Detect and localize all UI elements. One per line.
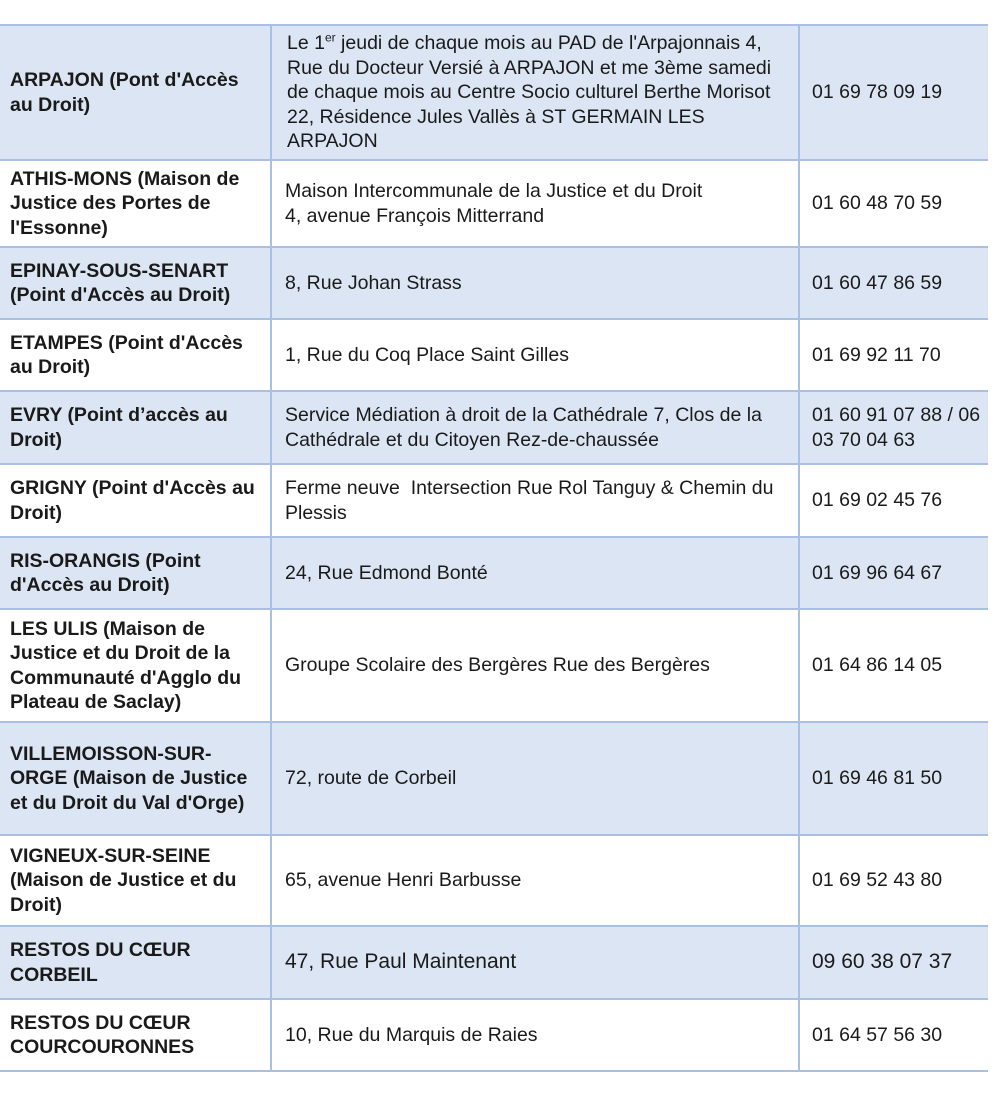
phone-number: 01 64 86 14 05	[799, 609, 988, 722]
address	[271, 160, 799, 247]
address: 1, Rue du Coq Place Saint Gilles	[271, 319, 799, 391]
table-row	[0, 926, 988, 999]
address: 24, Rue Edmond Bonté	[271, 537, 799, 609]
location-name: EPINAY-SOUS-SENART (Point d'Accès au Droit)	[0, 247, 271, 319]
phone-number: 01 69 96 64 67	[799, 537, 988, 609]
address: Ferme neuve Intersection Rue Rol Tanguy & Chemin du Plessis	[271, 464, 799, 537]
table-row	[0, 722, 988, 835]
address	[271, 25, 799, 160]
location-name: ARPAJON (Pont d'Accès au Droit)	[0, 25, 271, 160]
address: 47, Rue Paul Maintenant	[271, 926, 799, 999]
phone-number: 01 69 46 81 50	[799, 722, 988, 835]
table-row	[0, 464, 988, 537]
location-name: RESTOS DU CŒUR COURCOURONNES	[0, 999, 271, 1071]
location-name: LES ULIS (Maison de Justice et du Droit de la Communauté d'Agglo du Plateau de Saclay)	[0, 609, 271, 722]
table-row	[0, 609, 988, 722]
address: 72, route de Corbeil	[271, 722, 799, 835]
address-line: 4, avenue François Mitterrand	[285, 204, 545, 227]
address: 10, Rue du Marquis de Raies	[271, 999, 799, 1071]
table-row	[0, 835, 988, 926]
table-row	[0, 319, 988, 391]
address: 65, avenue Henri Barbusse	[271, 835, 799, 926]
address-rest: jeudi de chaque mois au PAD de l'Arpajonnais 4, Rue du Docteur Versié à ARPAJON et me 3ème samedi de chaque mois au Centre Socio culturel Berthe Morisot 22, Résidence Jules Vallès à ST GERMAIN LES ARPAJON	[287, 32, 772, 153]
phone-number: 01 69 02 45 76	[799, 464, 988, 537]
location-name: RIS-ORANGIS (Point d'Accès au Droit)	[0, 537, 271, 609]
phone-number: 01 69 92 11 70	[799, 319, 988, 391]
phone-number: 01 69 78 09 19	[799, 25, 988, 160]
phone-number: 01 60 48 70 59	[799, 160, 988, 247]
contact-table	[0, 24, 988, 1072]
location-name: VILLEMOISSON-SUR-ORGE (Maison de Justice et du Droit du Val d'Orge)	[0, 722, 271, 835]
address-line: Maison Intercommunale de la Justice et du Droit	[285, 180, 703, 202]
address: Groupe Scolaire des Bergères Rue des Bergères	[271, 609, 799, 722]
location-name: ETAMPES (Point d'Accès au Droit)	[0, 319, 271, 391]
table-row	[0, 247, 988, 319]
location-name: RESTOS DU CŒUR CORBEIL	[0, 926, 271, 999]
table-row	[0, 391, 988, 464]
phone-number: 01 60 47 86 59	[799, 247, 988, 319]
phone-number: 01 64 57 56 30	[799, 999, 988, 1071]
phone-number: 01 69 52 43 80	[799, 835, 988, 926]
address: Service Médiation à droit de la Cathédrale 7, Clos de la Cathédrale et du Citoyen Rez-de-chaussée	[271, 391, 799, 464]
address-superscript: er	[324, 30, 336, 45]
location-name: ATHIS-MONS (Maison de Justice des Portes de l'Essonne)	[0, 160, 271, 247]
table-row	[0, 160, 988, 247]
address: 8, Rue Johan Strass	[271, 247, 799, 319]
location-name: EVRY (Point d’accès au Droit)	[0, 391, 271, 464]
table-row	[0, 537, 988, 609]
table-row	[0, 999, 988, 1071]
phone-number: 01 60 91 07 88 / 06 03 70 04 63	[799, 391, 988, 464]
location-name: GRIGNY (Point d'Accès au Droit)	[0, 464, 271, 537]
location-name: VIGNEUX-SUR-SEINE (Maison de Justice et du Droit)	[0, 835, 271, 926]
phone-number: 09 60 38 07 37	[799, 926, 988, 999]
address-prefix: Le 1	[287, 32, 325, 55]
table-row	[0, 25, 988, 160]
